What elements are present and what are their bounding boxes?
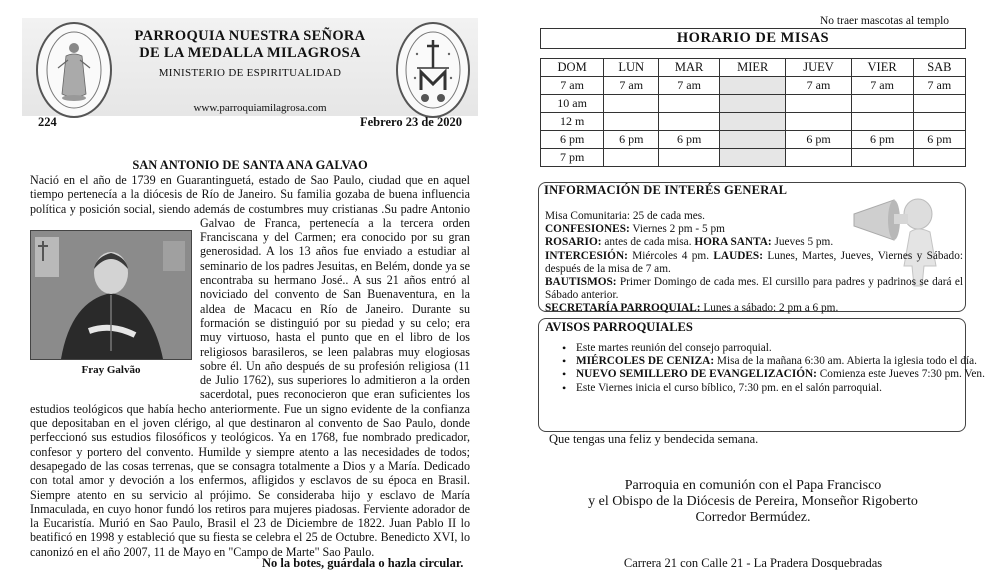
issue-number: 224	[38, 115, 57, 129]
saint-photo-figure	[30, 230, 192, 400]
schedule-cell: 6 pm	[541, 131, 604, 149]
schedule-cell	[720, 113, 786, 131]
info-line: SECRETARÍA PARROQUIAL: Lunes a sábado: 2 pm a 6 pm.	[545, 302, 839, 315]
schedule-cell	[786, 149, 851, 167]
parish-address: Carrera 21 con Calle 21 - La Pradera Dosquebradas	[623, 556, 883, 570]
info-line: ROSARIO: antes de cada misa. HORA SANTA: Jueves 5 pm.	[545, 236, 834, 249]
day-header: VIER	[851, 59, 913, 77]
article-paragraph: Nació en el año de 1739 en Guarantinguetá, estado de Sao Paulo, ciudad que en aquel tiempo pertenecía a la diócesis de Río de Janeiro. Su familia gozaba de buena influencia política y posición social, siendo además de costumbres muy cristianas .Su padre Antonio Galvao de Franca, pertenecía a la tercera orden Franciscana y del Carmen; era conocido por su gran generosidad. A los 13 años fue enviado a estudiar al seminario de los padres Jesuitas, en Belém, donde ya se encontraba su hermano José.. A sus 21 años entró al noviciado del convento de San Buenaventura, en la aldea de Macacu en Río de Janeiro. Durante su formación se distinguió por su piedad y su celo; era muy virtuoso, hasta el punto que en el libro de los religiosos barasileros, se leen palabras muy elogiosas sobre él. Un año después de su profesión religiosa (11 de Julio 1762), sus superiores lo admitieron a la orden sacerdotal, pues reconocieron que eran suficientes los estudios teológicos que había hecho anteriormente. Fue un signo evidente de la confianza que depositaban en el joven clérigo, al que destinaron al convento de Sao Paulo, donde perfeccionó sus estudios filosóficos y teológicos. Ya en 1768, fue nombrado predicador, confesor y portero del convento. Humilde y siempre atento a las necesidades de todos; desapegado de las cosas terrenas, que se consagra totalmente a Dios y a María. Dedicado con total amor y devoción a los enfermos, afligidos y esclavos de su época en Brasil. Siempre atento en su servicio al prójimo. Se consideraba hijo y esclavo de María Inmaculada, en cuyo honor fundó los retiros para mujeres piadosas. Ferviente adorador de la Eucaristía. Murió en Sao Paulo, Brasil el 23 de Diciembre de 1822. Juan Pablo II lo beatificó en 1998 y estableció que su fiesta se celebra el 25 de Octubre. Benedicto XVI, lo canonizó en el año 2007, 11 de Mayo en "Campo de Marte" Sao Paulo.	[30, 173, 470, 559]
list-item: • MIÉRCOLES DE CENIZA: Misa de la mañana 6:30 am. Abierta la iglesia todo el día.	[562, 355, 986, 368]
schedule-cell	[604, 113, 659, 131]
schedule-cell: 7 am	[604, 77, 659, 95]
schedule-cell: 7 am	[786, 77, 851, 95]
schedule-cell	[786, 95, 851, 113]
schedule-cell: 12 m	[541, 113, 604, 131]
closing-message: Que tengas una feliz y bendecida semana.	[549, 432, 759, 446]
schedule-cell	[720, 131, 786, 149]
schedule-cell	[851, 149, 913, 167]
photo-caption: Fray Galvão	[81, 364, 141, 376]
ministry-label: MINISTERIO DE ESPIRITUALIDAD	[158, 67, 342, 79]
schedule-cell	[720, 77, 786, 95]
schedule-cell	[913, 95, 965, 113]
schedule-cell: 10 am	[541, 95, 604, 113]
footer-note: No la botes, guárdala o hazla circular.	[262, 556, 464, 570]
schedule-cell: 6 pm	[851, 131, 913, 149]
communion-line: y el Obispo de la Diócesis de Pereira, Monseñor Rigoberto	[588, 494, 918, 509]
schedule-cell	[851, 113, 913, 131]
mass-schedule-table	[540, 58, 966, 167]
info-line: BAUTISMOS: Primer Domingo de cada mes. El cursillo para padres y padrinos se dará el Sábado anterior.	[545, 276, 963, 302]
communion-line: Parroquia en comunión con el Papa Francisco	[624, 478, 882, 493]
schedule-cell	[659, 149, 720, 167]
avisos-title: AVISOS PARROQUIALES	[545, 320, 693, 334]
schedule-cell	[720, 149, 786, 167]
schedule-cell: 6 pm	[786, 131, 851, 149]
schedule-cell	[786, 113, 851, 131]
schedule-cell	[913, 149, 965, 167]
day-header: JUEV	[786, 59, 851, 77]
schedule-row	[541, 95, 966, 113]
schedule-row	[541, 149, 966, 167]
schedule-cell: 6 pm	[659, 131, 720, 149]
info-body	[545, 210, 963, 316]
schedule-cell	[659, 95, 720, 113]
schedule-cell: 7 am	[541, 77, 604, 95]
saint-portrait-image	[30, 230, 192, 360]
avisos-list	[538, 342, 986, 395]
schedule-cell	[604, 149, 659, 167]
communion-line: Corredor Bermúdez.	[695, 510, 811, 525]
issue-date: Febrero 23 de 2020	[360, 115, 462, 129]
schedule-header-row	[541, 59, 966, 77]
parish-name-line2: DE LA MEDALLA MILAGROSA	[139, 45, 361, 61]
parish-name	[110, 28, 390, 62]
list-item: • NUEVO SEMILLERO DE EVANGELIZACIÓN: Comienza este Jueves 7:30 pm. Ven.	[562, 368, 986, 381]
schedule-row	[541, 113, 966, 131]
schedule-cell	[913, 113, 965, 131]
schedule-cell: 6 pm	[913, 131, 965, 149]
day-header: DOM	[541, 59, 604, 77]
website-link[interactable]: www.parroquiamilagrosa.com	[193, 102, 327, 114]
list-item: • Este Viernes inicia el curso bíblico, 7:30 pm. en el salón parroquial.	[562, 382, 986, 395]
schedule-row	[541, 77, 966, 95]
schedule-cell: 6 pm	[604, 131, 659, 149]
pet-notice: No traer mascotas al templo	[820, 15, 950, 27]
schedule-cell	[851, 95, 913, 113]
list-item: • Este martes reunión del consejo parroquial.	[562, 342, 986, 355]
info-title: INFORMACIÓN DE INTERÉS GENERAL	[544, 183, 788, 197]
schedule-cell: 7 pm	[541, 149, 604, 167]
schedule-cell: 7 am	[659, 77, 720, 95]
schedule-cell: 7 am	[913, 77, 965, 95]
cross-m-monogram-icon	[396, 22, 470, 118]
info-line: CONFESIONES: Viernes 2 pm - 5 pm	[545, 223, 725, 236]
virgin-medal-oval-icon	[36, 22, 112, 118]
schedule-cell: 7 am	[851, 77, 913, 95]
parish-name-line1: PARROQUIA NUESTRA SEÑORA	[134, 28, 366, 44]
day-header: MAR	[659, 59, 720, 77]
schedule-cell	[659, 113, 720, 131]
communion-statement	[540, 478, 966, 526]
schedule-title: HORARIO DE MISAS	[540, 28, 966, 49]
article-body	[30, 173, 470, 559]
day-header: SAB	[913, 59, 965, 77]
day-header: MIER	[720, 59, 786, 77]
info-line: INTERCESIÓN: Miércoles 4 pm. LAUDES: Lunes, Martes, Jueves, Viernes y Sábado: después de la misa de 7 am.	[545, 249, 963, 275]
article-title: SAN ANTONIO DE SANTA ANA GALVAO	[132, 158, 368, 172]
schedule-cell	[604, 95, 659, 113]
day-header: LUN	[604, 59, 659, 77]
schedule-cell	[720, 95, 786, 113]
info-line: Misa Comunitaria: 25 de cada mes.	[545, 210, 705, 222]
schedule-row	[541, 131, 966, 149]
